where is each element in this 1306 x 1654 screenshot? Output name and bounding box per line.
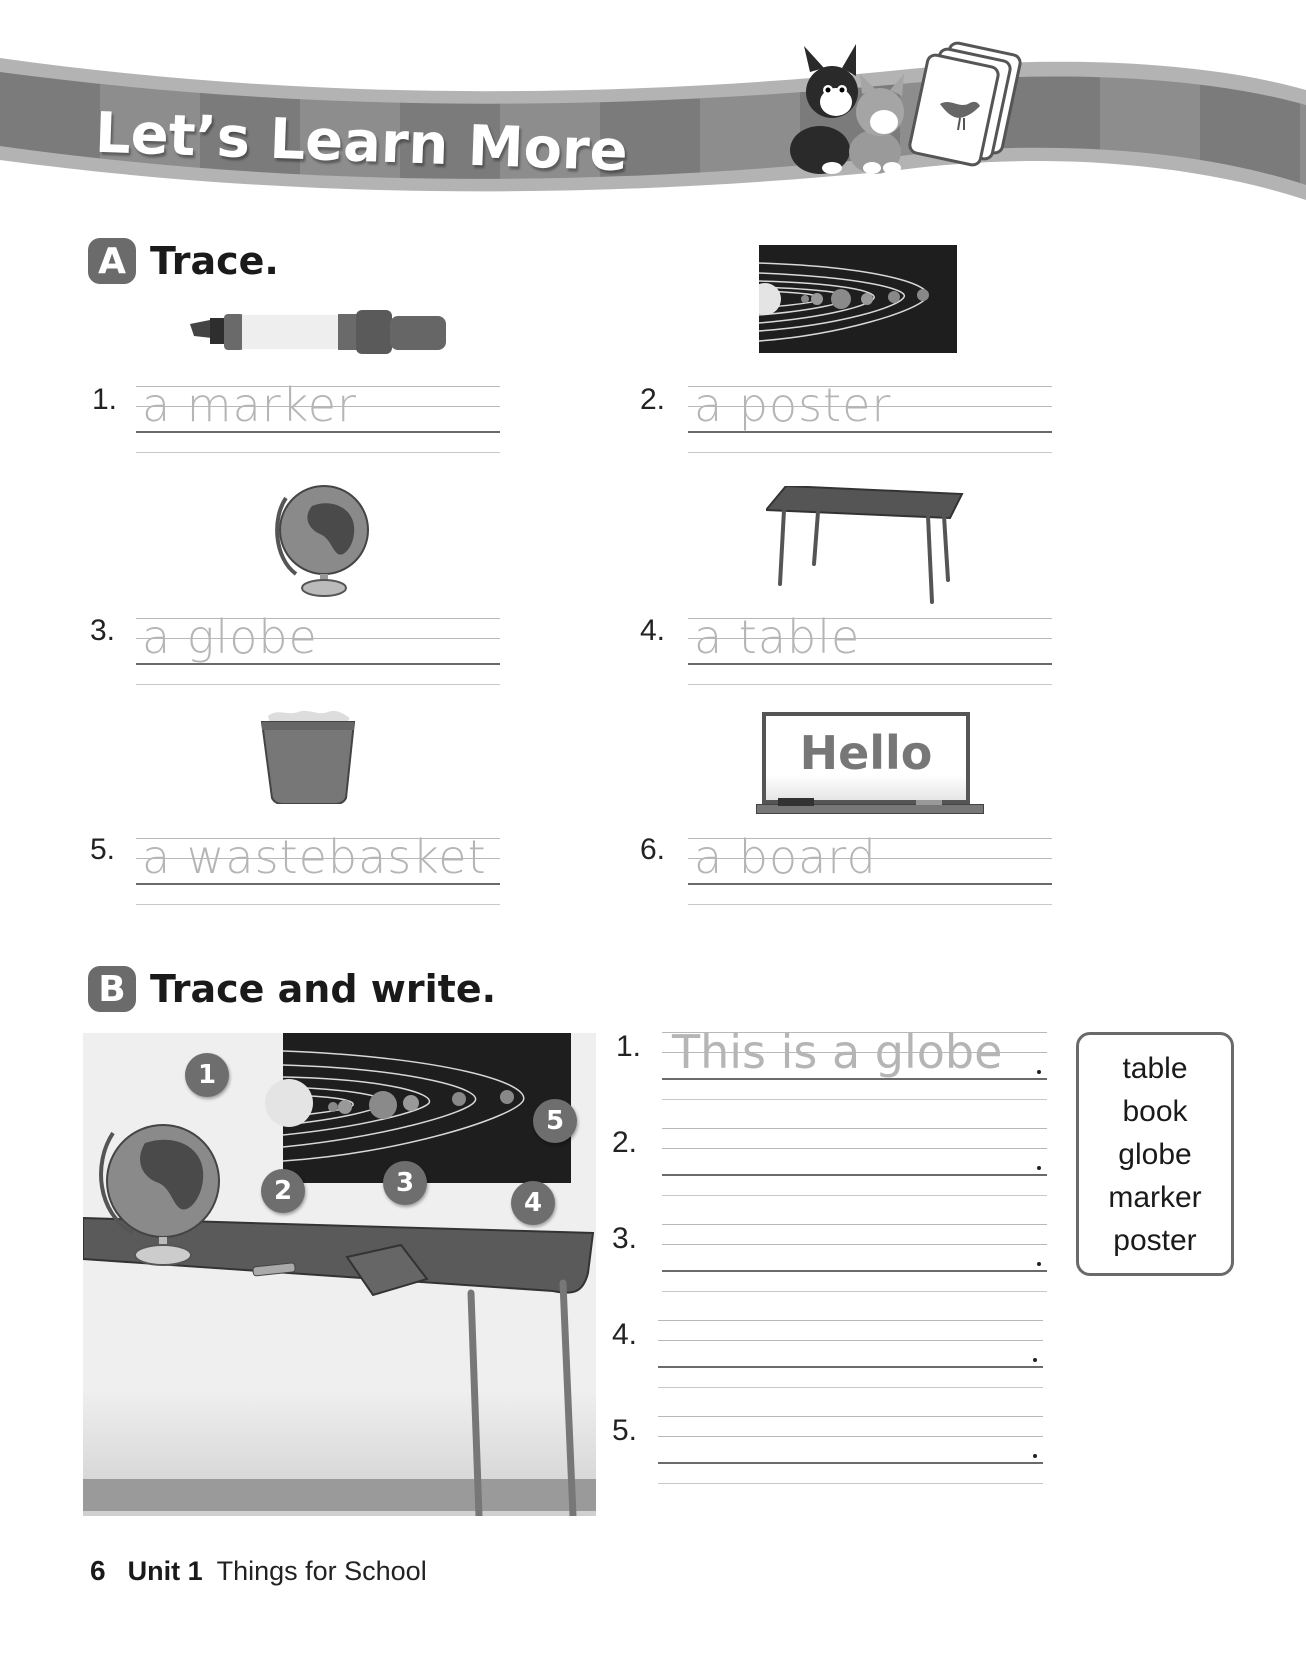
wastebasket-picture (258, 710, 358, 804)
b-line-5-writing[interactable] (658, 1416, 1043, 1482)
page-number: 6 (90, 1555, 106, 1586)
word-bank-item: book (1122, 1094, 1188, 1128)
item-4-number: 4. (640, 614, 666, 647)
b-line-1-period (1037, 1070, 1041, 1074)
b-line-2-number: 2. (612, 1126, 638, 1159)
marker-picture (188, 310, 468, 360)
word-bank (1076, 1032, 1234, 1276)
whiteboard-picture (756, 712, 982, 816)
section-a-badge: A (88, 238, 136, 284)
item-6-number: 6. (640, 833, 666, 866)
b-line-4-period (1033, 1358, 1037, 1362)
b-line-3-writing[interactable] (662, 1224, 1047, 1290)
b-line-4-writing[interactable] (658, 1320, 1043, 1386)
section-a-header (88, 238, 279, 284)
scene-label-4: 4 (511, 1181, 555, 1225)
b-line-1-trace-text: This is a globe (672, 1025, 1003, 1079)
item-1-trace-text: a marker (142, 378, 357, 432)
word-bank-item: globe (1118, 1137, 1192, 1171)
classroom-scene-graphic (83, 1033, 596, 1516)
scene-label-3: 3 (383, 1161, 427, 1205)
item-3-number: 3. (90, 614, 116, 647)
b-line-1-number: 1. (616, 1030, 642, 1063)
item-2-writing-lines[interactable] (688, 378, 1052, 452)
table-picture (766, 486, 966, 610)
page-banner (0, 50, 1306, 220)
board-word: Hello (799, 726, 933, 780)
section-b-header (88, 966, 496, 1012)
item-5-writing-lines[interactable] (136, 830, 500, 904)
scene-label-2: 2 (261, 1169, 305, 1213)
b-line-4-number: 4. (612, 1318, 638, 1351)
classroom-scene-picture (83, 1033, 596, 1516)
item-4-writing-lines[interactable] (688, 610, 1052, 684)
scene-label-5: 5 (533, 1099, 577, 1143)
banner-title: Let’s Learn More (94, 100, 629, 185)
b-line-2-writing[interactable] (662, 1128, 1047, 1194)
b-line-2-period (1037, 1166, 1041, 1170)
item-4-trace-text: a table (694, 610, 861, 664)
cats-with-flashcards-illustration (780, 40, 1060, 180)
word-bank-item: table (1122, 1051, 1188, 1085)
page-footer (90, 1555, 427, 1587)
item-1-writing-lines[interactable] (136, 378, 500, 452)
item-5-number: 5. (90, 833, 116, 866)
item-1-number: 1. (92, 383, 118, 416)
item-6-trace-text: a board (694, 830, 877, 884)
section-b-badge: B (88, 966, 136, 1012)
item-6-writing-lines[interactable] (688, 830, 1052, 904)
b-line-5-number: 5. (612, 1414, 638, 1447)
section-b-title: Trace and write. (150, 967, 497, 1011)
unit-title: Things for School (216, 1556, 427, 1586)
b-line-3-number: 3. (612, 1222, 638, 1255)
item-3-trace-text: a globe (142, 610, 318, 664)
scene-label-1: 1 (185, 1053, 229, 1097)
b-line-5-period (1033, 1454, 1037, 1458)
word-bank-item: poster (1113, 1223, 1197, 1257)
item-2-number: 2. (640, 383, 666, 416)
unit-label: Unit 1 (127, 1556, 203, 1586)
b-line-3-period (1037, 1262, 1041, 1266)
b-line-1-writing[interactable] (662, 1025, 1047, 1098)
section-a-title: Trace. (150, 239, 279, 283)
word-bank-item: marker (1108, 1180, 1202, 1214)
solar-system-poster-picture (759, 245, 957, 353)
item-5-trace-text: a wastebasket (142, 830, 487, 884)
item-3-writing-lines[interactable] (136, 610, 500, 684)
item-2-trace-text: a poster (694, 378, 892, 432)
globe-picture (272, 478, 378, 600)
